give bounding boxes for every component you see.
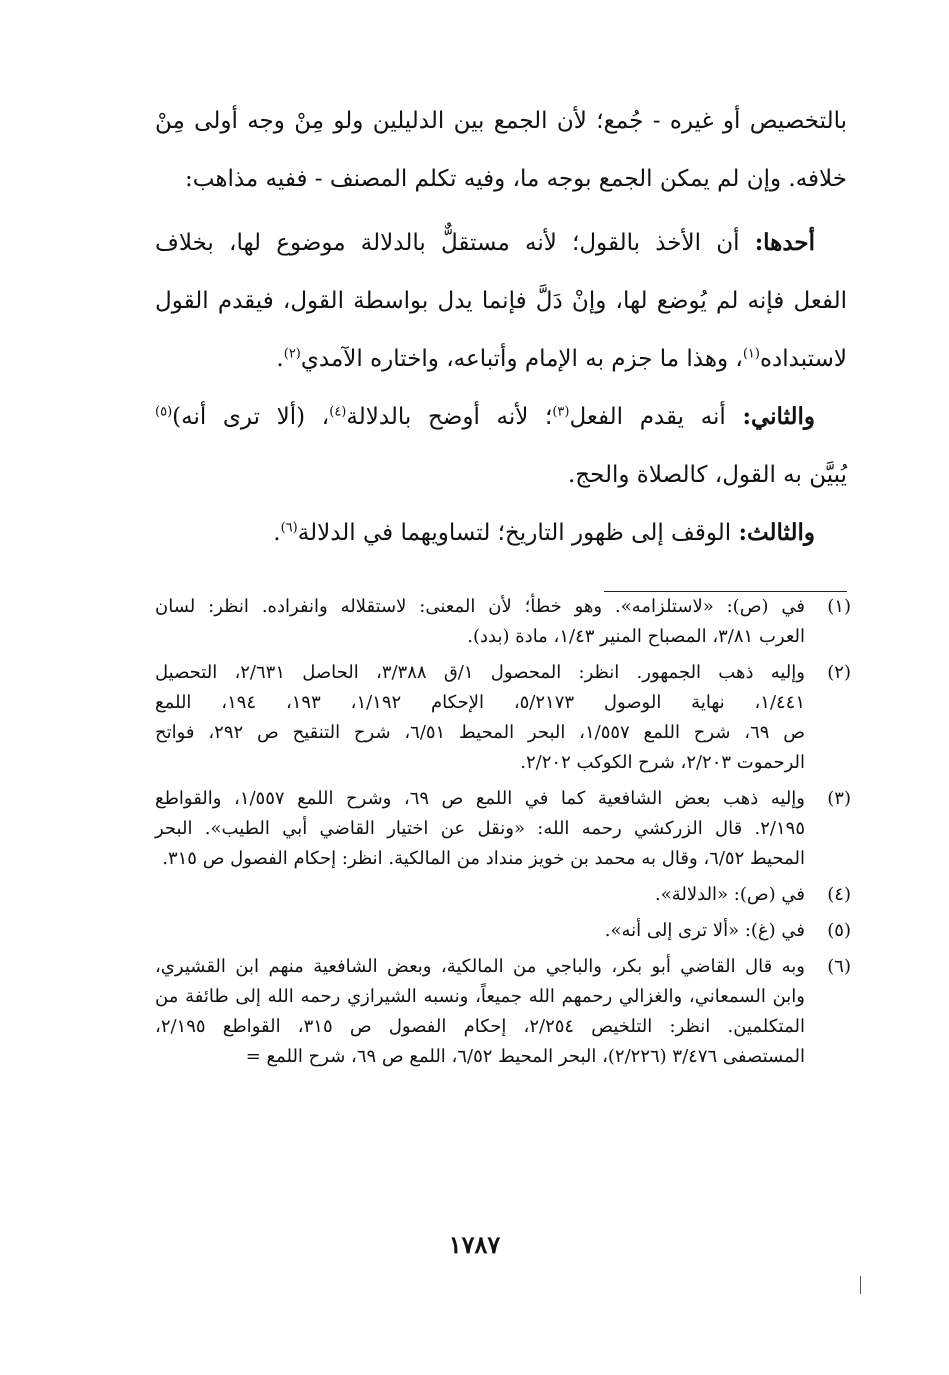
footnotes xyxy=(155,586,851,1072)
footnote-ref: (٥) xyxy=(155,404,173,420)
text-span: ؛ لأنه أوضح بالدلالة xyxy=(346,404,553,430)
text-span: ، (ألا ترى أنه) xyxy=(172,404,330,430)
footnote-ref: (١) xyxy=(742,346,760,362)
footnote-number: (٦) xyxy=(827,956,851,977)
footnote-text xyxy=(155,916,805,946)
paragraph-label: أحدها: xyxy=(754,229,815,256)
page-number: ١٧٨٧ xyxy=(448,1230,501,1259)
footnote-number: (٥) xyxy=(827,920,851,941)
footnote-number: (٢) xyxy=(827,662,851,683)
footnote-line: وإليه ذهب الجمهور. انظر: المحصول ١/ق ٣/٣٨٨، الحاصل ٢/٦٣١، التحصيل xyxy=(155,662,805,683)
footnote-line: ١/٤٤١، نهاية الوصول ٥/٢١٧٣، الإحكام ١/١٩٢، ١٩٣، ١٩٤، اللمع xyxy=(155,692,806,713)
paragraph-label: والثالث: xyxy=(738,519,815,546)
footnote-line: في (ص): «الدلالة». xyxy=(654,884,805,905)
footnote xyxy=(155,592,851,652)
footnote-line: المتكلمين. انظر: التلخيص ٢/٢٥٤، إحكام الفصول ص ٣١٥، القواطع ٢/١٩٥، xyxy=(155,1016,805,1037)
footnote xyxy=(155,952,851,1072)
footnote-line: المستصفى ٣/٤٧٦ (٢/٢٢٦)، البحر المحيط ٦/٥٢، اللمع ص ٦٩، شرح اللمع = xyxy=(245,1046,805,1067)
paragraph-label: والثاني: xyxy=(742,403,816,430)
footnote-number: (٤) xyxy=(827,884,851,905)
footnote-text xyxy=(155,658,805,778)
footnote xyxy=(155,880,851,910)
text-line xyxy=(155,388,847,446)
text-line xyxy=(155,214,847,272)
text-line: يُبيَّن به القول، كالصلاة والحج. xyxy=(567,462,847,488)
footnote-line: وبه قال القاضي أبو بكر، والباجي من المالكية، وبعض الشافعية منهم ابن القشيري، xyxy=(155,956,805,977)
footnote-line: وإليه ذهب بعض الشافعية كما في اللمع ص ٦٩، وشرح اللمع ١/٥٥٧، والقواطع xyxy=(155,788,805,809)
footnote-text xyxy=(155,784,805,874)
footnote-line: ص ٦٩، شرح اللمع ١/٥٥٧، البحر المحيط ٦/٥١، شرح التنقيح ص ٢٩٢، فواتح xyxy=(155,722,805,743)
text-line xyxy=(155,330,847,388)
footnote-ref: (٣) xyxy=(552,404,570,420)
footnote xyxy=(155,784,851,874)
text-span: أنه يقدم الفعل xyxy=(569,404,743,430)
footnote-text xyxy=(155,592,805,652)
main-text xyxy=(155,92,847,562)
text-line: خلافه. وإن لم يمكن الجمع بوجه ما، وفيه تكلم المصنف - ففيه مذاهب: xyxy=(185,166,847,192)
footnote-line: الرحموت ٢/٢٠٣، شرح الكوكب ٢/٢٠٢. xyxy=(520,752,805,773)
footnote-line: في (ص): «لاستلزامه». وهو خطأ؛ لأن المعنى: لاستقلاله وانفراده. انظر: لسان xyxy=(155,596,805,617)
footnote-line: المحيط ٦/٥٢، وقال به محمد بن خويز منداد من المالكية. انظر: إحكام الفصول ص ٣١٥. xyxy=(162,848,805,869)
footnote-ref: (٦) xyxy=(280,520,298,536)
footnote-line: العرب ٣/٨١، المصباح المنير ١/٤٣، مادة (بدد). xyxy=(467,626,805,647)
footnote-line: في (غ): «ألا ترى إلى أنه». xyxy=(604,920,805,941)
footnote-text xyxy=(155,880,805,910)
footnote-line: وابن السمعاني، والغزالي رحمهم الله جميعاً، ونسبه الشيرازي رحمه الله إلى طائفة من xyxy=(155,986,805,1007)
footnote-text xyxy=(155,952,805,1072)
footnote-ref: (٤) xyxy=(329,404,347,420)
footnote-number: (١) xyxy=(827,596,851,617)
text-span: أن الأخذ بالقول؛ لأنه مستقلٌّ بالدلالة موضوع لها، بخلاف xyxy=(155,230,755,256)
text-line xyxy=(155,504,847,562)
footnote-line: ٢/١٩٥. قال الزركشي رحمه الله: «ونقل عن اختيار القاضي أبي الطيب». البحر xyxy=(155,818,805,839)
text-span: . xyxy=(276,346,284,372)
scan-edge-mark xyxy=(860,1276,861,1294)
text-span: الوقف إلى ظهور التاريخ؛ لتساويهما في الدلالة xyxy=(297,520,739,546)
text-line: الفعل فإنه لم يُوضع لها، وإنْ دَلَّ فإنما يدل بواسطة القول، فيقدم القول xyxy=(155,288,847,314)
footnote xyxy=(155,658,851,778)
text-line: بالتخصيص أو غيره - جُمع؛ لأن الجمع بين الدليلين ولو مِنْ وجه أولى مِنْ xyxy=(155,108,847,134)
text-span: لاستبداده xyxy=(759,346,847,372)
text-span: ، وهذا ما جزم به الإمام وأتباعه، واختاره الآمدي xyxy=(300,346,743,372)
footnote xyxy=(155,916,851,946)
text-span: . xyxy=(273,520,281,546)
footnote-number: (٣) xyxy=(827,788,851,809)
footnote-ref: (٢) xyxy=(283,346,301,362)
